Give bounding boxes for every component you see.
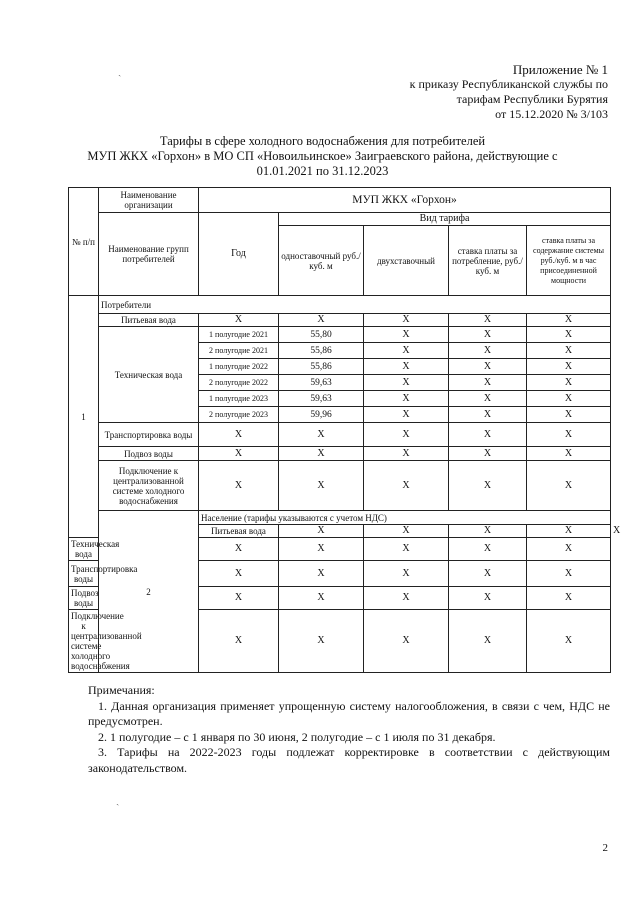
- cell-x: X: [527, 461, 611, 511]
- cell-x: X: [279, 423, 364, 447]
- note-3: 3. Тарифы на 2022-2023 годы подлежат корректировке в соответствии с действующим законодательством.: [88, 745, 610, 775]
- notes-block: [88, 683, 610, 776]
- row-water-transport: Транспортировка воды: [69, 561, 99, 587]
- row-technical-water: Техническая вода: [99, 327, 199, 423]
- cell-x: X: [449, 375, 527, 391]
- tech-period: 1 полугодие 2023: [199, 391, 279, 407]
- cell-x: X: [449, 610, 527, 673]
- header-org: Наименование организации: [99, 188, 199, 213]
- appendix-line-4: от 15.12.2020 № 3/103: [495, 107, 608, 121]
- cell-x: X: [364, 587, 449, 610]
- note-2: 2. 1 полугодие – с 1 января по 30 июня, 2 полугодие – с 1 июля по 31 декабря.: [98, 729, 496, 744]
- cell-x: X: [527, 587, 611, 610]
- page-number: 2: [602, 842, 608, 854]
- header-two-part: двухставочный: [364, 226, 449, 296]
- notes-heading: Примечания:: [88, 683, 155, 697]
- cell-x: X: [364, 423, 449, 447]
- cell-x: X: [449, 327, 527, 343]
- cell-x: X: [449, 538, 527, 561]
- cell-x: X: [527, 423, 611, 447]
- row-drinking-water: Питьевая вода: [199, 525, 279, 538]
- cell-x: X: [527, 610, 611, 673]
- section-2-title: Население (тарифы указываются с учетом НДС): [199, 511, 611, 525]
- cell-x: X: [279, 538, 364, 561]
- tech-value: 59,96: [279, 407, 364, 423]
- org-name: МУП ЖКХ «Горхон»: [199, 188, 611, 213]
- cell-x: X: [449, 423, 527, 447]
- cell-x: X: [199, 561, 279, 587]
- cell-x: X: [279, 525, 364, 538]
- cell-x: X: [199, 314, 279, 327]
- tech-period: 2 полугодие 2023: [199, 407, 279, 423]
- section-1-title: Потребители: [99, 296, 611, 314]
- cell-x: X: [279, 587, 364, 610]
- cell-x: X: [527, 447, 611, 461]
- cell-x: X: [527, 561, 611, 587]
- cell-x: X: [279, 314, 364, 327]
- cell-x: X: [364, 610, 449, 673]
- cell-x: X: [279, 561, 364, 587]
- cell-x: X: [364, 314, 449, 327]
- cell-x: X: [364, 447, 449, 461]
- cell-x: X: [527, 538, 611, 561]
- header-tariff-kind: Вид тарифа: [279, 213, 611, 226]
- tech-value: 59,63: [279, 375, 364, 391]
- cell-x: X: [279, 610, 364, 673]
- cell-x: X: [449, 359, 527, 375]
- cell-x: X: [364, 561, 449, 587]
- appendix-title: Приложение № 1: [512, 62, 608, 77]
- row-connection: Подключение к централизованной системе холодного водоснабжения: [69, 610, 99, 673]
- cell-x: X: [527, 375, 611, 391]
- tech-value: 59,63: [279, 391, 364, 407]
- cell-x: X: [449, 587, 527, 610]
- cell-x: X: [199, 447, 279, 461]
- row-water-transport: Транспортировка воды: [99, 423, 199, 447]
- appendix-line-2: к приказу Республиканской службы по: [409, 77, 608, 91]
- row-technical-water: Техническая вода: [69, 538, 99, 561]
- cell-x: X: [199, 610, 279, 673]
- cell-x: X: [527, 407, 611, 423]
- document-title: [40, 134, 605, 179]
- cell-x: X: [527, 327, 611, 343]
- cell-x: X: [449, 407, 527, 423]
- cell-x: X: [364, 359, 449, 375]
- cell-x: X: [279, 447, 364, 461]
- tariff-table: № п/п Наименование организации МУП ЖКХ «Горхон» Наименование групп потребителей Год Вид тарифа одноставочный руб./ куб. м двухставочный ставка платы за потребление, руб./ куб. м ставка платы за содержание системы руб./куб. м в час присоединенной мощности 1 Потребители Питьевая вода X X X X X Техническая вода 1 полугодие 2021 55,80 X X X 2 полугодие 2021 55,86 X X X 1 полугодие 2022 55,86 X X X 2 полугодие 2022 59,63 X X X 1 полугодие 2023 59,63 X X X 2 полугодие 2023 59,96 X X X Транспортировка воды X X X X X Подвоз воды X X X X X Подключение к централизованной системе холодного водоснабжения X X X X X 2 Население (тарифы указываются с учетом НДС) Питьевая вода X X X X X Техническая вода X X X X X Транспортировка воды X X X X X Подвоз воды X X X X X Подключение к централизованной системе холодного водоснабжения X X X X X: [68, 187, 611, 673]
- tech-value: 55,86: [279, 343, 364, 359]
- appendix-header: [410, 62, 608, 122]
- header-consumption-rate: ставка платы за потребление, руб./ куб. м: [449, 226, 527, 296]
- tech-period: 1 полугодие 2022: [199, 359, 279, 375]
- cell-x: X: [449, 447, 527, 461]
- row-connection: Подключение к централизованной системе холодного водоснабжения: [99, 461, 199, 511]
- cell-x: X: [364, 327, 449, 343]
- tech-period: 1 полугодие 2021: [199, 327, 279, 343]
- row-drinking-water: Питьевая вода: [99, 314, 199, 327]
- cell-x: X: [449, 525, 527, 538]
- header-year: Год: [199, 213, 279, 296]
- tech-period: 2 полугодие 2021: [199, 343, 279, 359]
- section-1-num: 1: [69, 296, 99, 538]
- header-maintenance-rate: ставка платы за содержание системы руб./куб. м в час присоединенной мощности: [527, 226, 611, 296]
- cell-x: X: [364, 538, 449, 561]
- cell-x: X: [199, 461, 279, 511]
- section-2-num: 2: [99, 511, 199, 673]
- title-line-2: МУП ЖКХ «Горхон» в МО СП «Новоильинское» Заиграевского района, действующие с: [87, 149, 558, 163]
- cell-x: X: [364, 525, 449, 538]
- cell-x: X: [527, 359, 611, 375]
- appendix-line-3: тарифам Республики Бурятия: [456, 92, 608, 106]
- tech-value: 55,80: [279, 327, 364, 343]
- cell-x: X: [449, 561, 527, 587]
- cell-x: X: [364, 391, 449, 407]
- tech-period: 2 полугодие 2022: [199, 375, 279, 391]
- scan-speck-mark: ˏ: [116, 795, 120, 806]
- cell-x: X: [364, 375, 449, 391]
- cell-x: X: [527, 391, 611, 407]
- row-water-delivery: Подвоз воды: [69, 587, 99, 610]
- title-line-3: 01.01.2021 по 31.12.2023: [256, 164, 389, 178]
- cell-x: X: [199, 587, 279, 610]
- cell-x: X: [449, 314, 527, 327]
- cell-x: X: [364, 461, 449, 511]
- scan-speck-mark: ˏ: [118, 66, 122, 77]
- cell-x: X: [279, 461, 364, 511]
- header-num: № п/п: [69, 188, 99, 296]
- header-groups: Наименование групп потребителей: [99, 213, 199, 296]
- cell-x: X: [449, 461, 527, 511]
- row-water-delivery: Подвоз воды: [99, 447, 199, 461]
- cell-x: X: [199, 538, 279, 561]
- cell-x: X: [364, 343, 449, 359]
- cell-x: X: [527, 314, 611, 327]
- cell-x: X: [527, 343, 611, 359]
- header-one-part: одноставочный руб./ куб. м: [279, 226, 364, 296]
- cell-x: X: [449, 343, 527, 359]
- tech-value: 55,86: [279, 359, 364, 375]
- cell-x: X: [527, 525, 611, 538]
- note-1: 1. Данная организация применяет упрощенную систему налогообложения, в связи с чем, НДС не предусмотрен.: [88, 698, 610, 728]
- cell-x: X: [364, 407, 449, 423]
- cell-x: X: [449, 391, 527, 407]
- cell-x: X: [199, 423, 279, 447]
- title-line-1: Тарифы в сфере холодного водоснабжения для потребителей: [159, 134, 486, 148]
